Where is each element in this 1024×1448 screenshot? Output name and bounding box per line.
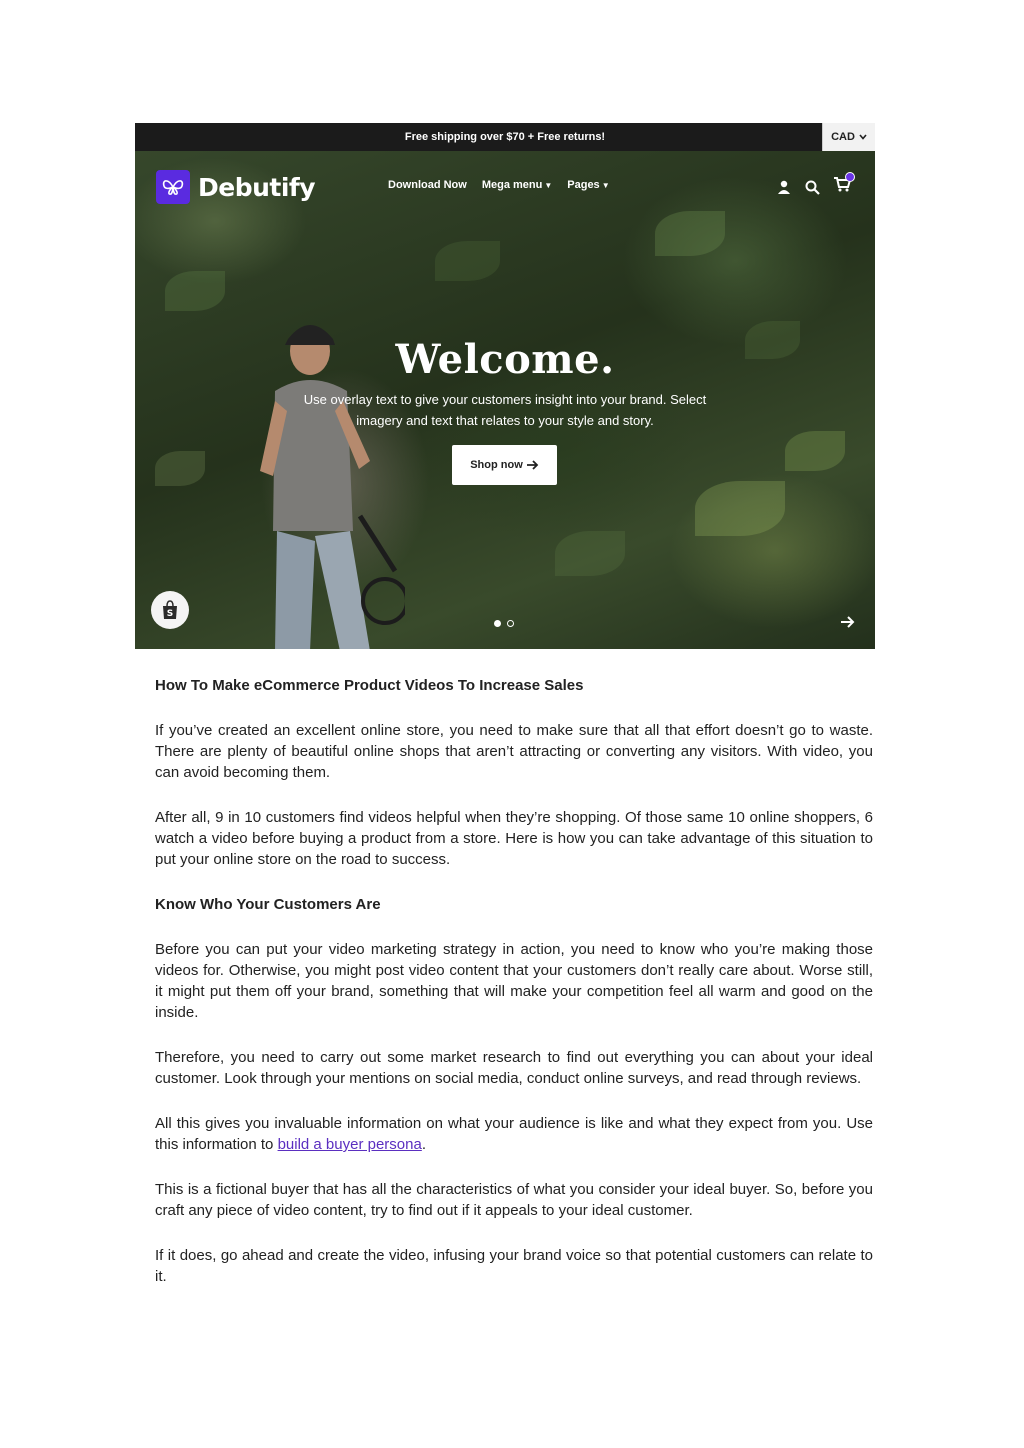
slide-dot-active[interactable]	[494, 620, 501, 627]
account-icon[interactable]	[777, 180, 791, 194]
paragraph-text: .	[421, 1136, 426, 1153]
main-nav	[388, 179, 610, 191]
slider-dots	[494, 620, 514, 627]
announcement-bar	[135, 123, 875, 151]
paragraph: Before you can put your video marketing strategy in action, you need to know who you’re making those videos for. Otherwise, you might post video content that your customers don’t really care about. Worse still, it might put them off your brand, something that will make your competition feel all warm and good on the inside.	[155, 941, 873, 1021]
search-icon[interactable]	[805, 180, 820, 195]
article-title: How To Make eCommerce Product Videos To Increase Sales	[155, 677, 584, 694]
svg-text:S: S	[166, 609, 174, 619]
paragraph-text: All this gives you invaluable information on what your audience is like and what they expect from you. Use this information to	[155, 1115, 873, 1153]
arrow-right-icon[interactable]	[841, 616, 855, 628]
header-icons	[777, 177, 851, 197]
slide-dot[interactable]	[507, 620, 514, 627]
currency-selector[interactable]	[822, 123, 875, 151]
paragraph	[155, 1113, 873, 1155]
nav-label: Pages	[567, 179, 600, 191]
currency-label: CAD	[831, 131, 855, 143]
cart-badge	[845, 172, 855, 182]
brand-logo[interactable]	[156, 170, 315, 204]
shop-now-label: Shop now	[470, 459, 523, 471]
nav-label: Mega menu	[481, 179, 543, 191]
shopify-bag-icon[interactable]	[151, 591, 189, 629]
paragraph: This is a fictional buyer that has all the characteristics of what you consider your ideal buyer. So, before you craft any piece of video content, try to find out if it appeals to your ideal customer.	[155, 1181, 873, 1219]
hero-text: Use overlay text to give your customers insight into your brand. Select imagery and text that relates to your style and story.	[303, 392, 707, 428]
nav-pages[interactable]	[567, 179, 609, 191]
paragraph: After all, 9 in 10 customers find videos helpful when they’re shopping. Of those same 10 online shoppers, 6 watch a video before buying a product from a store. Here is how you can take advantage of this situation to put your online store on the road to success.	[155, 809, 873, 868]
chevron-down-icon: ▼	[544, 181, 553, 190]
buyer-persona-link[interactable]: build a buyer persona	[277, 1136, 422, 1153]
brand-name: Debutify	[198, 172, 316, 202]
paragraph: If you’ve created an excellent online store, you need to make sure that all that effort doesn’t go to waste. There are plenty of beautiful online shops that aren’t attracting or converting any visitors. With video, you can avoid becoming them.	[155, 722, 873, 781]
shop-now-button[interactable]	[452, 445, 557, 485]
cart-button[interactable]	[834, 177, 851, 197]
nav-download-now[interactable]	[388, 179, 467, 191]
nav-mega-menu[interactable]	[482, 179, 552, 191]
section-heading: Know Who Your Customers Are	[155, 896, 381, 913]
hero-banner	[135, 151, 875, 649]
store-screenshot	[135, 123, 875, 649]
announcement-text: Free shipping over $70 + Free returns!	[404, 131, 606, 143]
paragraph: If it does, go ahead and create the video, infusing your brand voice so that potential customers can relate to it.	[155, 1247, 873, 1285]
chevron-down-icon	[859, 134, 867, 140]
paragraph: Therefore, you need to carry out some market research to find out everything you can about your ideal customer. Look through your mentions on social media, conduct online surveys, and read through reviews.	[155, 1049, 873, 1087]
arrow-right-icon	[527, 460, 539, 470]
nav-label: Download Now	[388, 179, 467, 191]
chevron-down-icon: ▼	[601, 181, 610, 190]
butterfly-icon	[156, 170, 190, 204]
hero-title: Welcome.	[395, 336, 615, 383]
article	[155, 675, 873, 1311]
